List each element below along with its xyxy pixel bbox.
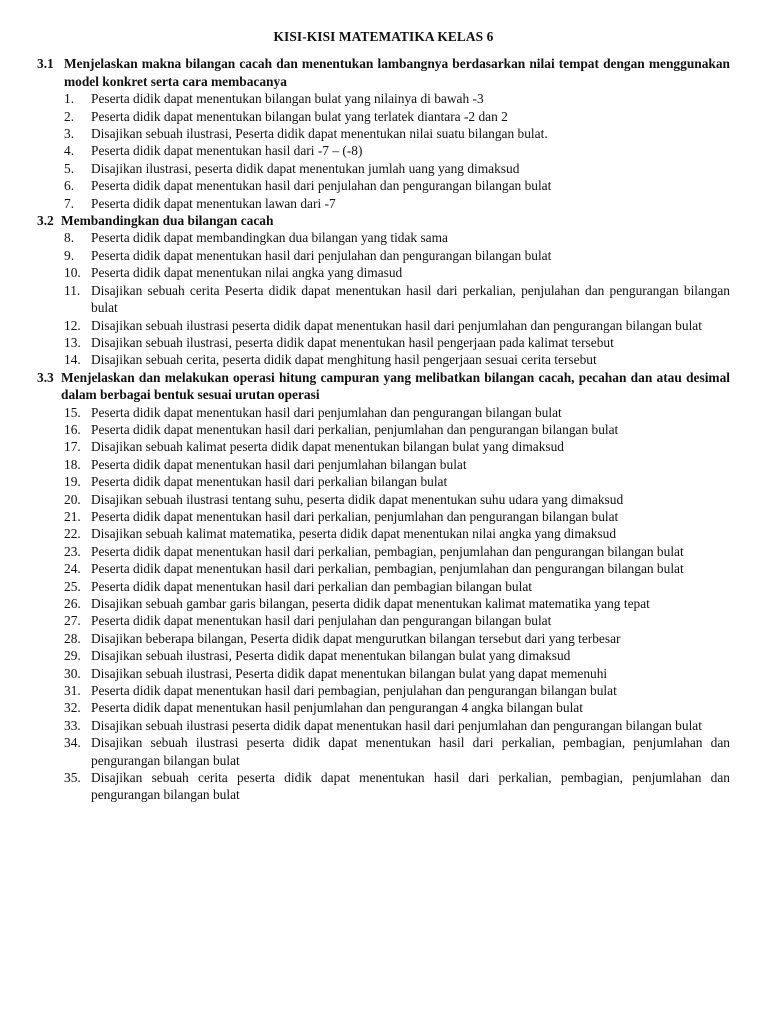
list-item [37, 665, 730, 682]
item-text: Peserta didik dapat menentukan hasil dari perkalian, pembagian, penjumlahan dan pengurangan bilangan bulat [91, 543, 684, 559]
item-text: Disajikan beberapa bilangan, Peserta didik dapat mengurutkan bilangan tersebut dari yang terbesar [91, 630, 621, 646]
item-number: 3. [64, 126, 75, 142]
item-number: 21. [64, 508, 81, 524]
list-item [37, 491, 730, 508]
section-number: 3.2 [37, 213, 54, 229]
list-item [37, 560, 730, 577]
item-number: 18. [64, 456, 81, 472]
section-number: 3.1 [37, 56, 54, 72]
section-number: 3.3 [37, 369, 54, 385]
list-item [37, 351, 730, 368]
list-item [37, 578, 730, 595]
item-text: Disajikan sebuah cerita, peserta didik dapat menghitung hasil pengerjaan sesuai cerita tersebut [91, 352, 597, 368]
item-number: 7. [64, 195, 75, 211]
item-text: Disajikan sebuah ilustrasi tentang suhu, peserta didik dapat menentukan suhu udara yang dimaksud [91, 491, 624, 507]
item-text: Disajikan sebuah ilustrasi, Peserta didik dapat menentukan bilangan bulat yang dapat memenuhi [91, 665, 608, 681]
item-text: Disajikan sebuah ilustrasi peserta didik dapat menentukan hasil dari perkalian, pembagian, penjumlahan dan pengurangan bilangan bulat [91, 735, 730, 768]
item-text: Disajikan sebuah ilustrasi, peserta didik dapat menentukan hasil pengerjaan pada kalimat tersebut [91, 334, 614, 350]
item-text: Peserta didik dapat menentukan hasil dari perkalian bilangan bulat [91, 474, 448, 490]
document-title: KISI-KISI MATEMATIKA KELAS 6 [273, 29, 494, 44]
item-list [37, 229, 730, 368]
item-number: 17. [64, 439, 81, 455]
item-number: 13. [64, 334, 81, 350]
item-text: Peserta didik dapat menentukan bilangan bulat yang terlatek diantara -2 dan 2 [91, 108, 508, 124]
list-item [37, 317, 730, 334]
item-number: 12. [64, 317, 81, 333]
section-heading-text: Menjelaskan dan melakukan operasi hitung campuran yang melibatkan bilangan cacah, pecahan dan atau desimal dalam berbagai bentuk sesuai urutan operasi [61, 369, 730, 403]
item-number: 25. [64, 578, 81, 594]
list-item [37, 647, 730, 664]
item-text: Peserta didik dapat menentukan hasil dari perkalian, penjumlahan dan pengurangan bilangan bulat [91, 508, 619, 524]
item-number: 29. [64, 648, 81, 664]
item-text: Disajikan ilustrasi, peserta didik dapat menentukan jumlah uang yang dimaksud [91, 160, 520, 176]
item-number: 9. [64, 247, 75, 263]
item-number: 30. [64, 665, 81, 681]
list-item [37, 160, 730, 177]
list-item [37, 473, 730, 490]
item-text: Peserta didik dapat menentukan lawan dari -7 [91, 195, 336, 211]
list-item [37, 769, 730, 804]
item-text: Disajikan sebuah kalimat peserta didik dapat menentukan bilangan bulat yang dimaksud [91, 439, 565, 455]
item-list [37, 404, 730, 804]
item-number: 19. [64, 474, 81, 490]
item-text: Disajikan sebuah cerita peserta didik dapat menentukan hasil dari perkalian, pembagian, penjumlahan dan pengurangan bilangan bulat [91, 770, 730, 803]
list-item [37, 247, 730, 264]
list-item [37, 282, 730, 317]
section-3-2 [37, 212, 730, 369]
list-item [37, 456, 730, 473]
item-number: 2. [64, 108, 75, 124]
item-number: 26. [64, 596, 81, 611]
item-text: Peserta didik dapat menentukan hasil dari perkalian, penjumlahan dan pengurangan bilangan bulat [91, 421, 619, 437]
section-heading [37, 55, 730, 90]
item-number: 4. [64, 143, 75, 159]
item-number: 27. [64, 613, 81, 629]
item-number: 6. [64, 178, 75, 194]
item-text: Peserta didik dapat menentukan nilai angka yang dimasud [91, 265, 403, 281]
list-item [37, 508, 730, 525]
item-text: Peserta didik dapat menentukan hasil dari perkalian dan pembagian bilangan bulat [91, 578, 533, 594]
item-text: Peserta didik dapat menentukan hasil dari penjulahan dan pengurangan bilangan bulat [91, 247, 552, 263]
list-item [37, 125, 730, 142]
item-text: Peserta didik dapat menentukan bilangan bulat yang nilainya di bawah -3 [91, 91, 484, 107]
item-number: 15. [64, 404, 81, 420]
list-item [37, 525, 730, 542]
list-item [37, 90, 730, 107]
item-text: Disajikan sebuah ilustrasi peserta didik dapat menentukan hasil dari penjumlahan dan pengurangan bilangan bulat [91, 717, 702, 733]
item-text: Disajikan sebuah ilustrasi, Peserta didik dapat menentukan bilangan bulat yang dimaksud [91, 648, 571, 664]
list-item [37, 734, 730, 769]
list-item [37, 595, 730, 612]
item-list [37, 90, 730, 212]
list-item [37, 438, 730, 455]
item-number: 20. [64, 491, 81, 507]
item-text: Disajikan sebuah cerita Peserta didik dapat menentukan hasil dari perkalian, penjulahan dan pengurangan bilangan bulat [91, 282, 730, 316]
list-item [37, 612, 730, 629]
list-item [37, 404, 730, 421]
list-item [37, 264, 730, 281]
list-item [37, 543, 730, 560]
item-number: 28. [64, 630, 81, 646]
section-3-1 [37, 55, 730, 212]
item-number: 22. [64, 526, 81, 542]
item-number: 32. [64, 700, 81, 716]
item-text: Peserta didik dapat menentukan hasil dari penjumlahan dan pengurangan bilangan bulat [91, 404, 562, 420]
item-number: 8. [64, 230, 75, 246]
item-number: 24. [64, 561, 81, 577]
list-item [37, 421, 730, 438]
list-item [37, 682, 730, 699]
list-item [37, 177, 730, 194]
list-item [37, 699, 730, 716]
section-heading [37, 369, 730, 404]
item-text: Peserta didik dapat menentukan hasil dari pembagian, penjulahan dan pengurangan bilangan bulat [91, 683, 617, 699]
list-item [37, 108, 730, 125]
item-number: 35. [64, 770, 81, 786]
item-text: Peserta didik dapat membandingkan dua bilangan yang tidak sama [91, 230, 448, 246]
item-number: 34. [64, 735, 81, 751]
item-number: 1. [64, 91, 75, 107]
list-item [37, 229, 730, 246]
item-text: Peserta didik dapat menentukan hasil penjumlahan dan pengurangan 4 angka bilangan bulat [91, 700, 583, 716]
list-item [37, 630, 730, 647]
item-number: 11. [64, 282, 81, 298]
list-item [37, 142, 730, 159]
item-number: 33. [64, 717, 81, 733]
section-3-3 [37, 369, 730, 804]
item-text: Disajikan sebuah ilustrasi peserta didik dapat menentukan hasil dari penjumlahan dan pengurangan bilangan bulat [91, 317, 702, 333]
item-text: Disajikan sebuah gambar garis bilangan, peserta didik dapat menentukan kalimat matematika yang tepat [91, 596, 650, 611]
item-number: 16. [64, 421, 81, 437]
list-item [37, 195, 730, 212]
item-text: Disajikan sebuah kalimat matematika, peserta didik dapat menentukan nilai angka yang dimaksud [91, 526, 617, 542]
item-number: 31. [64, 683, 81, 699]
item-number: 10. [64, 265, 81, 281]
item-text: Peserta didik dapat menentukan hasil dari penjulahan dan pengurangan bilangan bulat [91, 613, 552, 629]
item-number: 5. [64, 160, 75, 176]
list-item [37, 334, 730, 351]
item-number: 23. [64, 543, 81, 559]
item-text: Peserta didik dapat menentukan hasil dari perkalian, pembagian, penjumlahan dan pengurangan bilangan bulat [91, 561, 684, 577]
item-text: Disajikan sebuah ilustrasi, Peserta didik dapat menentukan nilai suatu bilangan bulat. [91, 126, 548, 142]
item-text: Peserta didik dapat menentukan hasil dari penjulahan dan pengurangan bilangan bulat [91, 178, 552, 194]
item-text: Peserta didik dapat menentukan hasil dari -7 – (-8) [91, 143, 363, 159]
section-heading [37, 212, 730, 229]
list-item [37, 717, 730, 734]
item-text: Peserta didik dapat menentukan hasil dari penjumlahan bilangan bulat [91, 456, 467, 472]
section-heading-text: Membandingkan dua bilangan cacah [61, 213, 274, 229]
section-heading-text: Menjelaskan makna bilangan cacah dan menentukan lambangnya berdasarkan nilai tempat dengan menggunakan model konkret serta cara membacanya [64, 56, 730, 89]
item-number: 14. [64, 352, 81, 368]
